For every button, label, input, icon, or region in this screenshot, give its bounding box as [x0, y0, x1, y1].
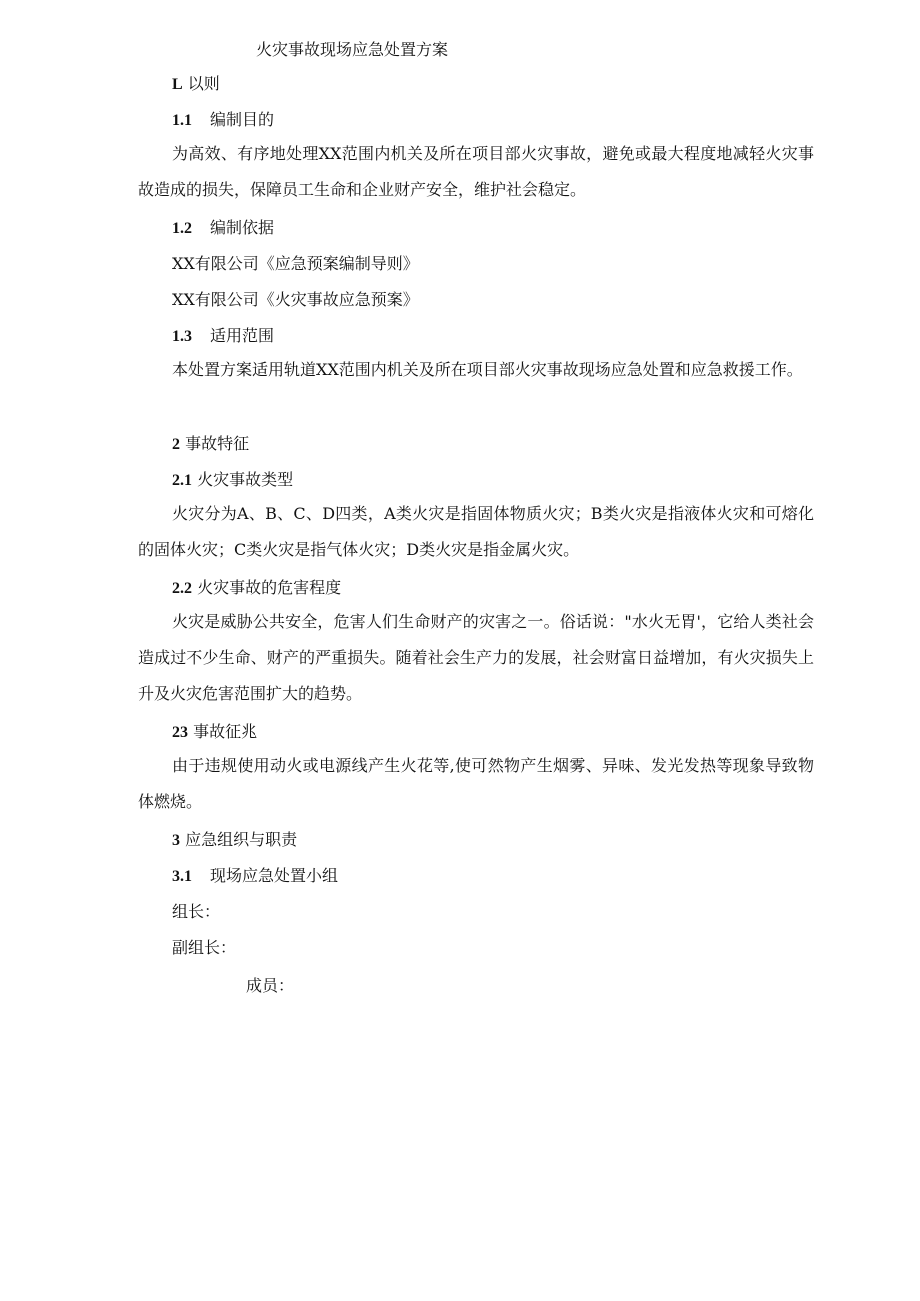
paragraph-scope: 本处置方案适用轨道XX范围内机关及所在项目部火灾事故现场应急处置和应急救援工作。 [172, 360, 803, 379]
section-label: 以则 [187, 74, 220, 93]
section-1-2-heading [172, 218, 274, 239]
section-2-heading [172, 434, 249, 455]
section-label: 编制目的 [210, 110, 275, 129]
section-label: 适用范围 [210, 326, 275, 345]
section-1-3-heading [172, 326, 274, 347]
section-number: 3.1 [172, 868, 192, 885]
section-3-1-heading [172, 866, 338, 887]
section-3-heading [172, 830, 297, 851]
section-label: 事故征兆 [193, 722, 258, 741]
leader-label: 组长： [172, 902, 221, 921]
paragraph-hazard: 火灾是威胁公共安全，危害人们生命财产的灾害之一。俗话说："水火无胃'，它给人类社会造成过不少生命、财产的严重损失。随着社会生产力的发展，社会财富日益增加，有火灾损失上升及火灾危害范围扩大的趋势。 [138, 612, 814, 703]
section-number: 2 [172, 436, 180, 453]
paragraph-fire-types: 火灾分为A、B、C、D四类，A类火灾是指固体物质火灾；B类火灾是指液体火灾和可熔化的固体火灾；C类火灾是指气体火灾；D类火灾是指金属火灾。 [138, 504, 814, 559]
section-label: 火灾事故类型 [197, 470, 294, 489]
section-label: 事故特征 [185, 434, 250, 453]
section-label: 编制依据 [210, 218, 275, 237]
deputy-leader-label: 副组长： [172, 938, 237, 957]
section-number: 2.2 [172, 580, 192, 597]
section-number: 3 [172, 832, 180, 849]
reference-2: XX有限公司《火灾事故应急预案》 [172, 290, 419, 309]
paragraph-signs: 由于违规使用动火或电源线产生火花等,使可然物产生烟雾、异味、发光发热等现象导致物体燃烧。 [138, 756, 814, 811]
section-number: 23 [172, 724, 188, 741]
reference-1: XX有限公司《应急预案编制导则》 [172, 254, 419, 273]
section-number: 2.1 [172, 472, 192, 489]
section-label: 火灾事故的危害程度 [197, 578, 342, 597]
section-number: 1.3 [172, 328, 192, 345]
document-title: 火灾事故现场应急处置方案 [256, 40, 449, 59]
section-1-heading [172, 74, 220, 95]
section-label: 应急组织与职责 [185, 830, 298, 849]
section-number: 1.2 [172, 220, 192, 237]
members-label: 成员： [246, 976, 295, 995]
section-1-1-heading [172, 110, 274, 131]
paragraph-purpose: 为高效、有序地处理XX范围内机关及所在项目部火灾事故，避免或最大程度地减轻火灾事故造成的损失，保障员工生命和企业财产安全，维护社会稳定。 [138, 144, 814, 199]
section-2-1-heading [172, 470, 293, 491]
section-number: 1.1 [172, 112, 192, 129]
section-2-2-heading [172, 578, 341, 599]
section-number: L [172, 76, 183, 93]
section-label: 现场应急处置小组 [210, 866, 339, 885]
section-2-3-heading [172, 722, 257, 743]
